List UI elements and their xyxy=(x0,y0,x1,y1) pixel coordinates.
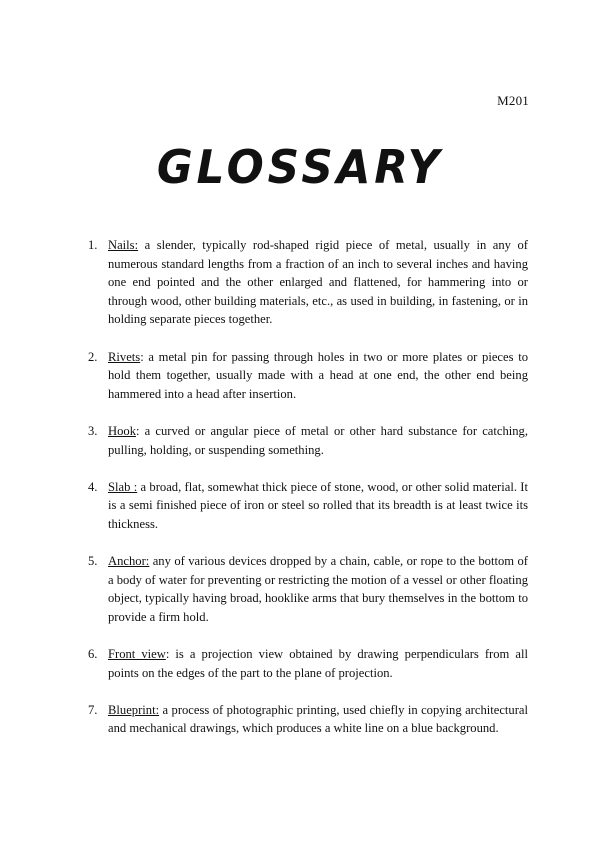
page-title: GLOSSARY xyxy=(156,140,444,194)
entry-number: 4. xyxy=(88,479,98,494)
entry-term: Nails: xyxy=(108,238,139,252)
entry-definition: : a curved or angular piece of metal or other hard substance for catching, pulling, holding, or suspending something. xyxy=(108,423,528,457)
glossary-entry-blueprint xyxy=(88,701,528,738)
entry-definition: a broad, flat, somewhat thick piece of stone, wood, or other solid material. It is a semi finished piece of iron or steel so rolled that its breadth is at least twice its thickness. xyxy=(108,479,528,531)
entry-definition: a slender, typically rod-shaped rigid piece of metal, usually in any of numerous standard lengths from a fraction of an inch to several inches and having one end pointed and the other enlarged and flattened, for hammering into or through wood, other building materials, etc., as used in building, in fastening, or in holding separate pieces together. xyxy=(108,238,528,327)
glossary-list xyxy=(88,236,528,757)
entry-term: Blueprint: xyxy=(108,702,160,717)
glossary-entry-hook xyxy=(88,422,528,459)
entry-term: Slab : xyxy=(108,479,138,494)
glossary-entry-slab xyxy=(88,478,528,534)
glossary-entry-front-view xyxy=(88,645,528,682)
glossary-entry-nails xyxy=(88,236,528,329)
entry-number: 7. xyxy=(88,702,98,717)
entry-definition: a process of photographic printing, used chiefly in copying architectural and mechanical drawings, which produces a white line on a blue background. xyxy=(108,702,528,736)
entry-term: Rivets xyxy=(108,349,141,364)
entry-term: Hook xyxy=(108,423,136,438)
entry-term: Anchor: xyxy=(108,554,150,569)
page-code: M201 xyxy=(497,93,529,108)
glossary-entry-anchor xyxy=(88,552,528,626)
entry-definition: : a metal pin for passing through holes in two or more plates or pieces to hold them together, usually made with a head at one end, the other end being hammered into a head after insertion. xyxy=(108,349,528,401)
entry-definition: : is a projection view obtained by drawing perpendiculars from all points on the edges of the part to the plane of projection. xyxy=(108,647,528,680)
entry-number: 5. xyxy=(88,554,98,569)
entry-definition: any of various devices dropped by a chain, cable, or rope to the bottom of a body of water for preventing or restricting the motion of a vessel or other floating object, typically having broad, hooklike arms that bury themselves in the bottom to provide a firm hold. xyxy=(108,554,529,624)
entry-number: 1. xyxy=(88,238,98,252)
entry-term: Front view xyxy=(108,647,166,662)
entry-number: 3. xyxy=(88,423,98,438)
glossary-entry-rivets xyxy=(88,348,528,404)
entry-number: 6. xyxy=(88,647,98,662)
entry-number: 2. xyxy=(88,349,98,364)
